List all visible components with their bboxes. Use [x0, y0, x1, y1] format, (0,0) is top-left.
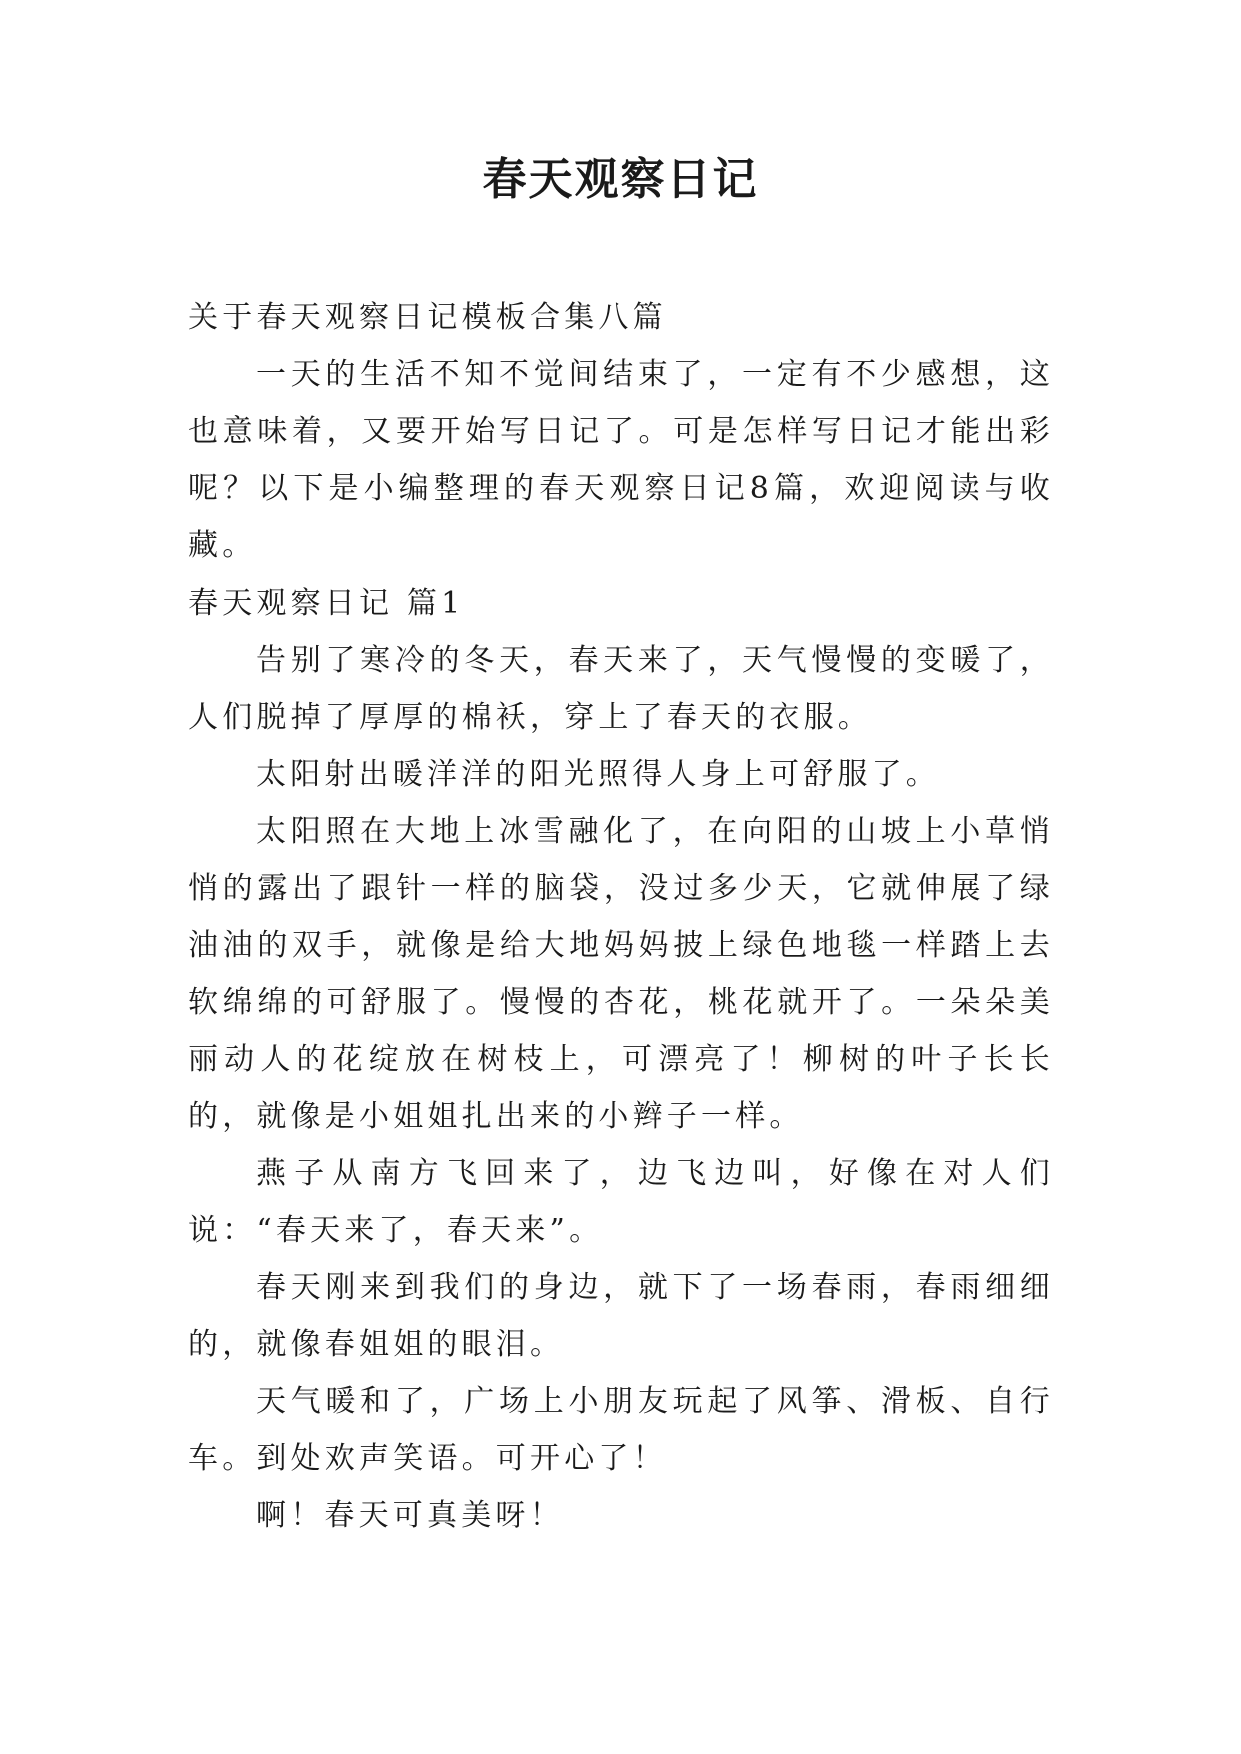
intro-block	[188, 289, 1054, 574]
paragraph: 天气暖和了，广场上小朋友玩起了风筝、滑板、自行车。到处欢声笑语。可开心了！	[188, 1384, 1054, 1476]
intro-paragraph: 一天的生活不知不觉间结束了，一定有不少感想，这也意味着，又要开始写日记了。可是怎样写日记才能出彩呢？以下是小编整理的春天观察日记8篇，欢迎阅读与收藏。	[188, 357, 1054, 563]
paragraph: 太阳射出暖洋洋的阳光照得人身上可舒服了。	[256, 757, 940, 792]
paragraph: 太阳照在大地上冰雪融化了，在向阳的山坡上小草悄悄的露出了跟针一样的脑袋，没过多少天，它就伸展了绿油油的双手，就像是给大地妈妈披上绿色地毯一样踏上去软绵绵的可舒服了。慢慢的杏花，桃花就开了。一朵朵美丽动人的花绽放在树枝上，可漂亮了！柳树的叶子长长的，就像是小姐姐扎出来的小辫子一样。	[188, 814, 1054, 1134]
paragraph: 啊！春天可真美呀！	[256, 1498, 564, 1533]
paragraph: 告别了寒冷的冬天，春天来了，天气慢慢的变暖了，人们脱掉了厚厚的棉袄，穿上了春天的衣服。	[188, 643, 1054, 735]
section-heading: 春天观察日记 篇1	[188, 586, 465, 621]
paragraph: 春天刚来到我们的身边，就下了一场春雨，春雨细细的，就像春姐姐的眼泪。	[188, 1270, 1054, 1362]
paragraph: 燕子从南方飞回来了，边飞边叫，好像在对人们说：“春天来了，春天来”。	[188, 1156, 1054, 1248]
page-title: 春天观察日记	[482, 154, 759, 205]
document-subtitle: 关于春天观察日记模板合集八篇	[188, 300, 667, 335]
section-1	[188, 575, 1054, 1544]
